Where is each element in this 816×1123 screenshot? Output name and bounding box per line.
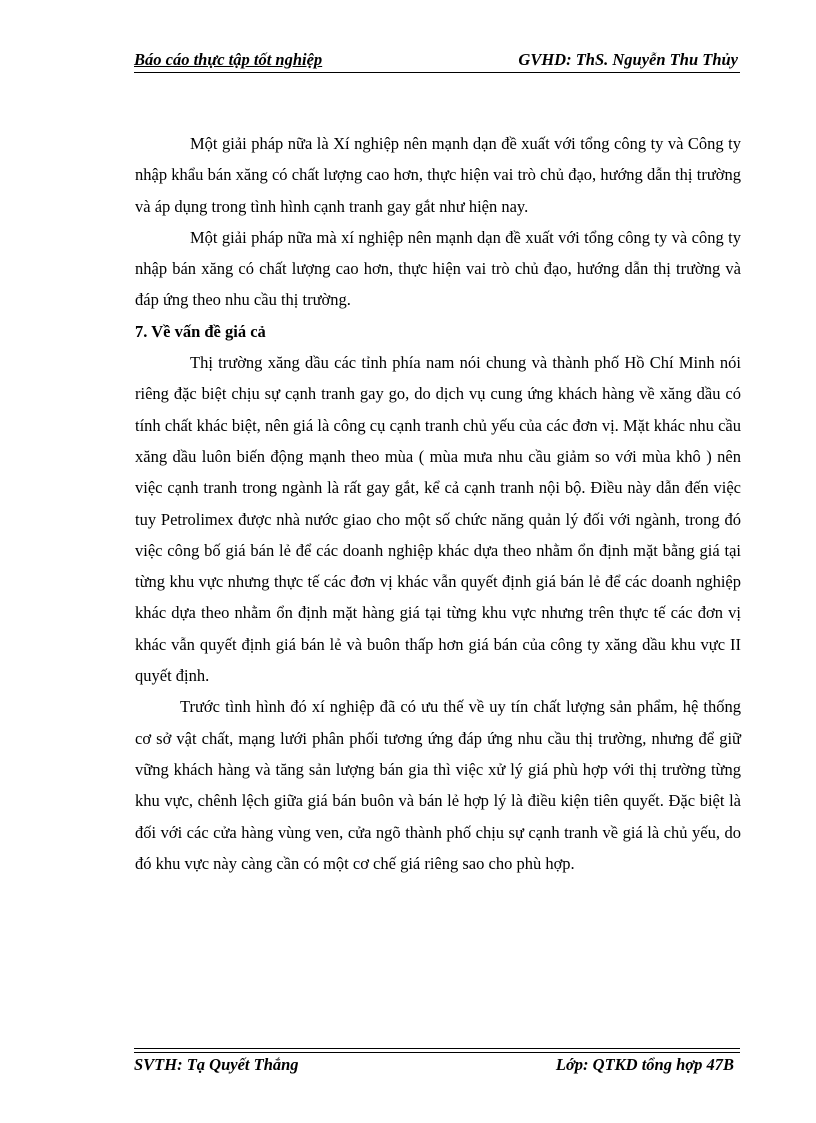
header-advisor: GVHD: ThS. Nguyễn Thu Thủy [518, 50, 738, 69]
footer-class: Lớp: QTKD tổng hợp 47B [555, 1055, 734, 1074]
header-report-title: Báo cáo thực tập tốt nghiệp [134, 50, 323, 69]
paragraph-3: Thị trường xăng dầu các tỉnh phía nam nói chung và thành phố Hồ Chí Minh nói riêng đặc biệt chịu sự cạnh tranh gay go, do dịch vụ cung ứng khách hàng về xăng dầu có tính chất khác biệt, nên giá là công cụ cạnh tranh chủ yếu của các đơn vị. Mặt khác nhu cầu xăng dầu luôn biến động mạnh theo mùa ( mùa mưa nhu cầu giảm so với mùa khô ) nên việc cạnh tranh trong ngành là rất gay gắt, kể cả cạnh tranh nội bộ. Điều này dẫn đến việc tuy Petrolimex được nhà nước giao cho một số chức năng quản lý đối với ngành, trong đó việc công bố giá bán lẻ để các doanh nghiệp khác dựa theo nhằm ổn định mặt bằng giá tại từng khu vực nhưng thực tế các đơn vị khác vẫn quyết định giá bán lẻ để các doanh nghiệp khác dựa theo nhằm ổn định mặt hàng giá tại từng khu vực nhưng trên thực tế các đơn vị khác vẫn quyết định giá bán lẻ và buôn thấp hơn giá bán của công ty xăng dầu khu vực II quyết định. [135, 353, 741, 686]
header-divider [134, 72, 740, 73]
document-body [135, 128, 741, 879]
footer-student: SVTH: Tạ Quyết Thắng [134, 1055, 299, 1074]
paragraph-1: Một giải pháp nữa là Xí nghiệp nên mạnh dạn đề xuất với tổng công ty và Công ty nhập khẩu bán xăng có chất lượng cao hơn, thực hiện vai trò chủ đạo, hướng dẫn thị trường và áp dụng trong tình hình cạnh tranh gay gắt như hiện nay. [135, 134, 741, 216]
paragraph-2: Một giải pháp nữa mà xí nghiệp nên mạnh dạn đề xuất với tổng công ty và công ty nhập bán xăng có chất lượng cao hơn, thực hiện vai trò chủ đạo, hướng dẫn thị trường và đáp ứng theo nhu cầu thị trường. [135, 227, 741, 310]
section-heading: 7. Về vấn đề giá cả [135, 321, 266, 341]
footer-divider [134, 1048, 740, 1053]
page-footer [134, 1055, 740, 1077]
paragraph-4: Trước tình hình đó xí nghiệp đã có ưu thế về uy tín chất lượng sản phẩm, hệ thống cơ sở vật chất, mạng lưới phân phối tương ứng đáp ứng nhu cầu thị trường, nhưng để giữ vững khách hàng và tăng sản lượng bán gia thì việc xử lý giá phù hợp với thị trường từng khu vực, chênh lệch giữa giá bán buôn và bán lẻ hợp lý là điều kiện tiên quyết. Đặc biệt là đối với các cửa hàng vùng ven, cửa ngõ thành phố chịu sự cạnh tranh về giá là chủ yếu, do đó khu vực này càng cần có một cơ chế giá riêng sao cho phù hợp. [135, 697, 741, 873]
page-header [134, 50, 740, 72]
